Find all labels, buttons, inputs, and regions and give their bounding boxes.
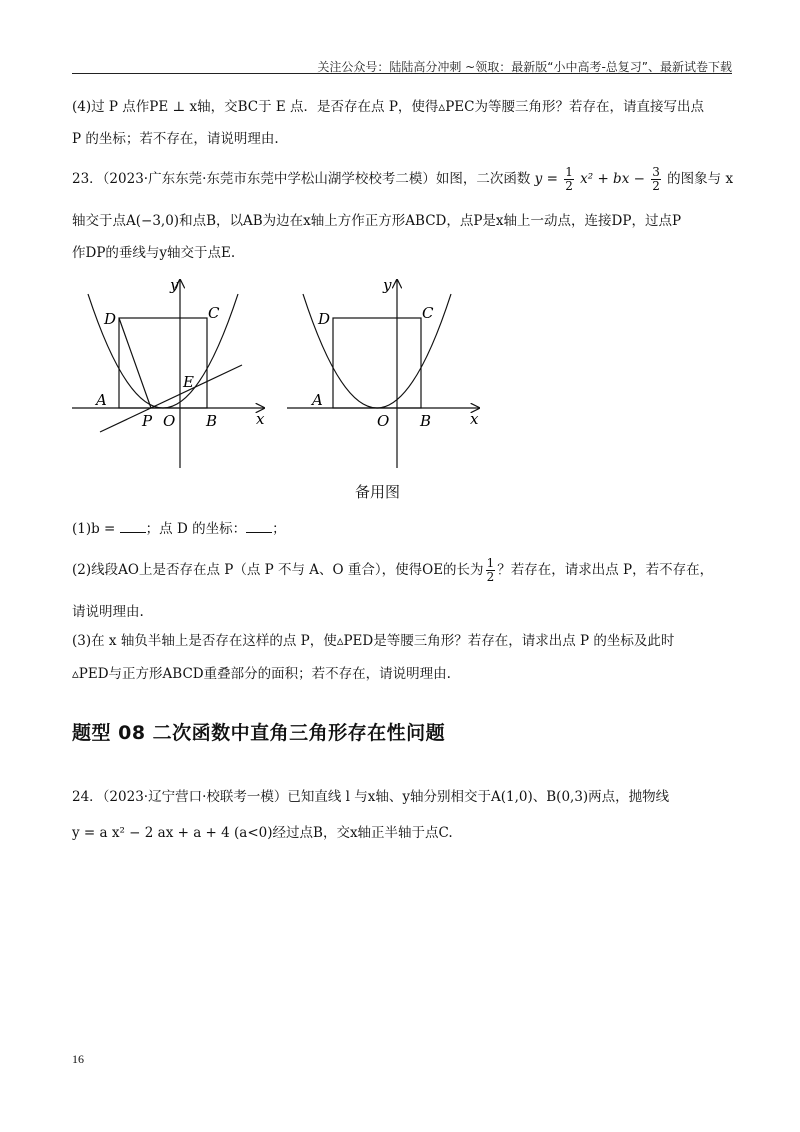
figure-spare [285,272,485,472]
answer-blank-b[interactable] [120,520,146,533]
p23-q2-frac [486,557,496,584]
fig1-label-a: A [96,391,107,409]
square-abcd [119,318,207,408]
segment-dp [119,318,151,408]
p23-frac2 [651,166,661,193]
p23-line1-post: 的图象与 x [662,171,734,187]
p23-frac2-den: 2 [652,179,660,193]
p23-q1-a: (1)b = [72,521,120,537]
p23-q2-frac-num: 1 [486,556,495,570]
fig2-label-a: A [312,391,323,409]
p23-eq-a: y = [534,171,563,187]
p23-frac1-num: 1 [565,165,573,179]
p23-q2-frac-den: 2 [486,570,495,584]
p23-frac2-num: 3 [652,165,660,179]
fig2-label-o: O [377,412,390,430]
p23-line1 [72,166,732,193]
p23-q3-line2: ▵PED与正方形ABCD重叠部分的面积；若不存在，请说明理由. [72,666,451,682]
fig1-label-c: C [208,304,220,322]
fig1-label-o: O [163,412,176,430]
fig1-label-b: B [206,412,218,430]
fig2-label-y: y [383,276,392,294]
p23-frac1-den: 2 [565,179,573,193]
p23-q2-post: ？若存在，请求出点 P，若不存在， [497,562,714,578]
p23-q3-line1: (3)在 x 轴负半轴上是否存在这样的点 P，使▵PED是等腰三角形？若存在，请求出点 P 的坐标及此时 [72,633,675,649]
p23-q2-pre: (2)线段AO上是否存在点 P（点 P 不与 A、O 重合），使得OE的长为 [72,562,484,578]
fig1-label-x: x [256,410,265,428]
p24-line1: 24．（2023·辽宁营口·校联考一模）已知直线 l 与x轴、y轴分别相交于A(1,0)、B(0,3)两点，抛物线 [72,789,670,805]
p23-q1 [72,518,732,540]
p23-q1-c: ； [272,521,286,537]
fig1-label-e: E [183,373,194,391]
p22-q4-line2: P 的坐标；若不存在，请说明理由. [72,131,279,147]
figure-caption: 备用图 [355,483,401,501]
p22-q4-line1: (4)过 P 点作PE ⊥ x轴，交BC于 E 点．是否存在点 P，使得▵PEC为等腰三角形？若存在，请直接写出点 [72,99,704,115]
fig1-label-y: y [170,276,179,294]
page-number: 16 [72,1052,84,1066]
square-abcd [333,318,421,408]
p23-line2: 轴交于点A(−3,0)和点B，以AB为边在x轴上方作正方形ABCD，点P是x轴上一动点，连接DP，过点P [72,213,682,229]
fig2-label-x: x [470,410,479,428]
fig1-label-p: P [142,412,153,430]
header-rule [72,73,732,74]
p23-q1-b: ；点 D 的坐标： [145,521,247,537]
p23-line3: 作DP的垂线与y轴交于点E. [72,245,236,261]
p23-frac1 [564,166,574,193]
figure-main [70,272,270,472]
p23-q2-line2: 请说明理由. [72,604,144,620]
p23-eq-b: x² + bx − [575,171,650,187]
page-header: 关注公众号：陆陆高分冲刺 ~领取：最新版“小中高考-总复习”、最新试卷下载 [317,60,732,74]
p23-line1-pre: 23．（2023·广东东莞·东莞市东莞中学松山湖学校校考二模）如图，二次函数 [72,171,535,187]
fig1-label-d: D [104,310,117,328]
p24-line2: y = a x² − 2 ax + a + 4 (a<0)经过点B，交x轴正半轴于点C. [72,825,453,841]
section-title: 题型 08 二次函数中直角三角形存在性问题 [72,722,446,744]
fig2-label-c: C [422,304,434,322]
p23-q2 [72,557,732,584]
answer-blank-d[interactable] [246,520,272,533]
fig2-label-d: D [318,310,331,328]
fig2-label-b: B [420,412,432,430]
